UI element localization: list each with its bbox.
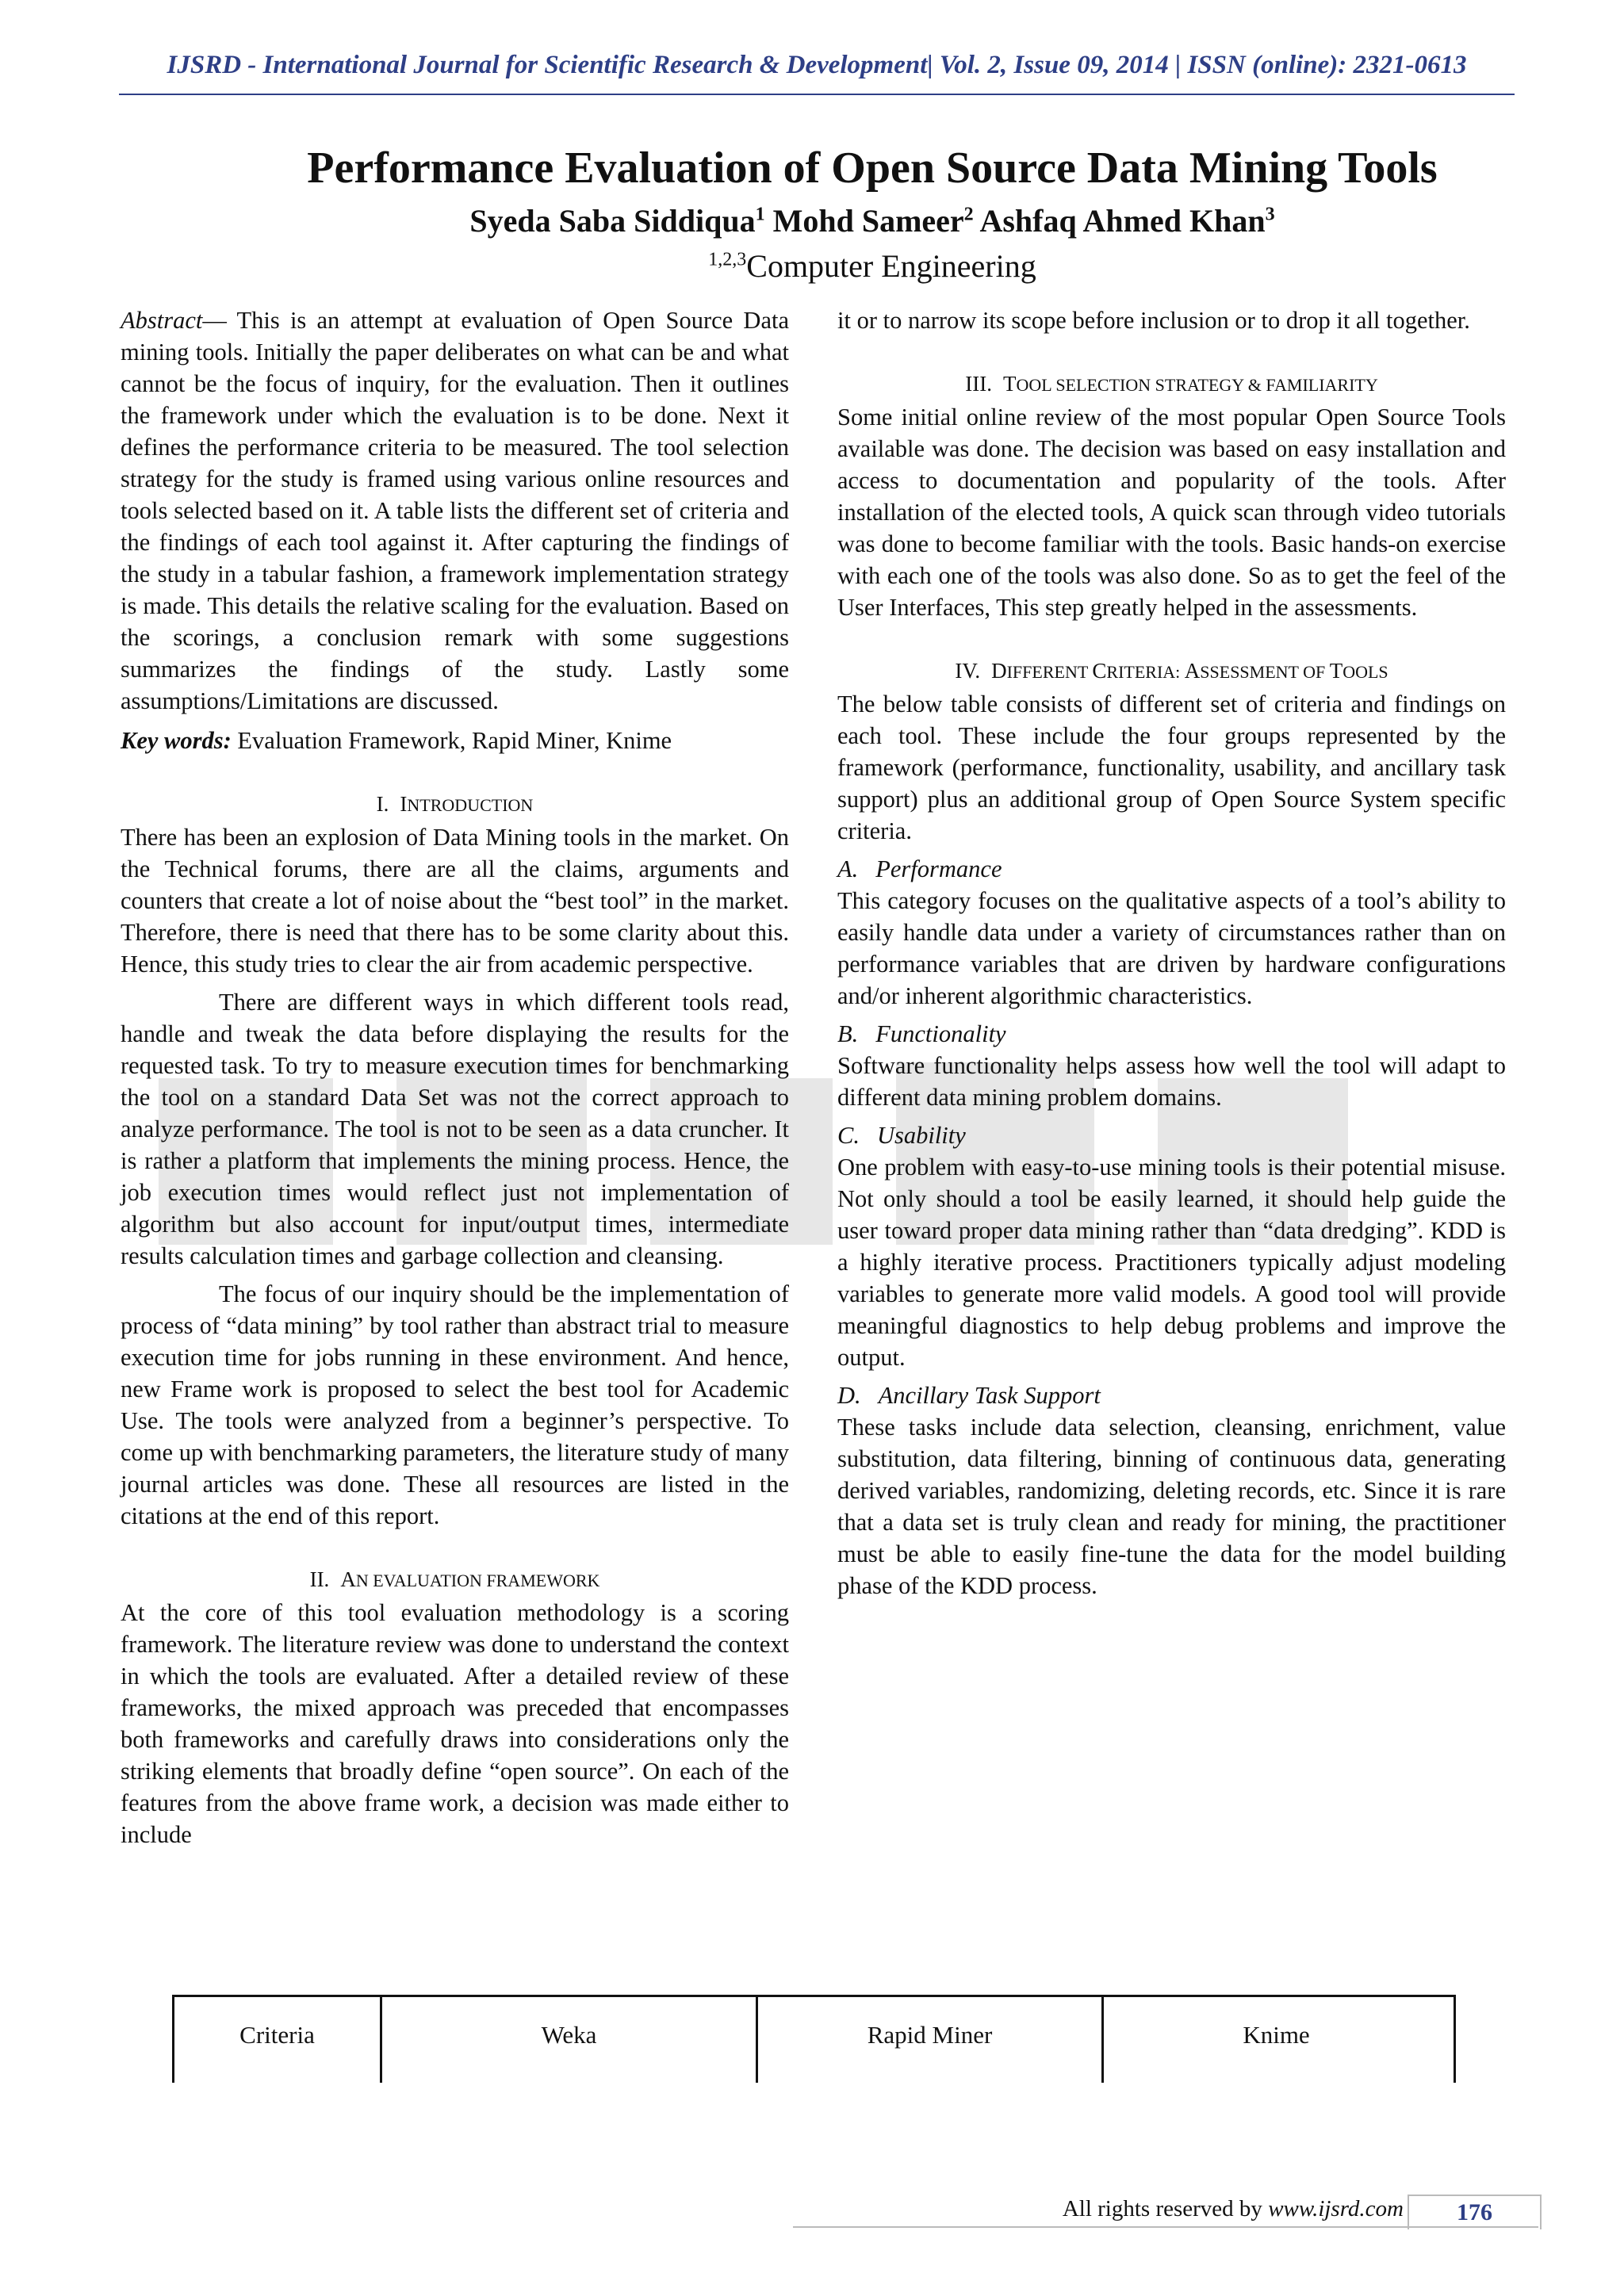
affiliation-text: Computer Engineering [746,248,1036,284]
heading-initial: A [1184,659,1201,683]
author-list [238,202,1507,239]
section-heading-tool-selection [837,368,1506,401]
heading-rest: SSESSMENT OF [1200,662,1330,682]
site-link[interactable]: www.ijsrd.com [1268,2196,1404,2221]
subsection-title: Functionality [875,1020,1006,1047]
rights-text: All rights reserved by [1062,2196,1269,2221]
subsection-title: Performance [875,855,1002,882]
section-number: II. [309,1567,330,1591]
author-name: Mohd Sameer [772,203,964,239]
author-sup: 2 [963,204,974,225]
subsection-title: Usability [876,1122,966,1149]
keywords-label: Key words: [121,727,232,754]
subsection-letter: B. [837,1020,859,1047]
paragraph: The below table consists of different set of criteria and findings on each tool. These include the four groups represented by the framework (performance, functionality, usability, and ancillary task support) plus an additional group of Open Source System specific criteria. [837,691,1506,844]
author-sup: 3 [1265,204,1275,225]
header-rule [119,94,1515,95]
subsection-heading-usability [837,1119,1506,1151]
table-header-cell: Criteria [174,1997,382,2083]
section-heading-framework [121,1563,789,1597]
heading-initial: T [1329,659,1343,683]
heading-rest: IFFERENT [1006,662,1093,682]
subsection-letter: C. [837,1122,860,1149]
section-heading-introduction [121,788,789,821]
section-number: III. [965,372,992,396]
page-number: 176 [1408,2195,1542,2229]
affiliation-sup: 1,2,3 [708,249,747,270]
keywords [121,725,789,756]
paragraph: These tasks include data selection, cleansing, enrichment, value substitution, data filtering, binning of continuous data, generating derived variables, randomizing, deleting records, etc. Since it is rare that a data set is truly clean and ready for mining, the practitioner must be able to easily fine-tune the data for the model building phase of the KDD process. [837,1414,1506,1599]
table-header-cell: Rapid Miner [758,1997,1104,2083]
left-column [121,304,789,1850]
table-header-cell: Knime [1243,2021,1310,2049]
paragraph: There has been an explosion of Data Mining tools in the market. On the Technical forums, there are all the claims, arguments and counters that create a lot of noise about the “best tool” in the market. Therefore, there is need that there has to be some clarity about this. Hence, this study tries to clear the air from academic perspective. [121,824,789,978]
footer-rights [952,2196,1404,2222]
heading-rest: N EVALUATION FRAMEWORK [355,1571,600,1590]
author-name: Ashfaq Ahmed Khan [979,203,1266,239]
heading-initial: I [400,792,408,816]
paragraph: The focus of our inquiry should be the implementation of process of “data mining” by tool rather than abstract trial to measure execution time for jobs running in these environment. And hence, new Frame work is proposed to select the best tool for Academic Use. The tools were analyzed from a beginner’s perspective. To come up with benchmarking parameters, the literature study of many journal articles was done. These all resources are listed in the citations at the end of this report. [121,1280,789,1529]
heading-rest: NTRODUCTION [407,795,534,815]
subsection-heading-functionality [837,1018,1506,1050]
paper-title: Performance Evaluation of Open Source Data Mining Tools [307,144,1438,193]
subsection-letter: D. [837,1382,861,1409]
subsection-letter: A. [837,855,859,882]
abstract [121,304,789,717]
heading-rest: OOL SELECTION STRATEGY & FAMILIARITY [1016,375,1378,395]
paragraph: This category focuses on the qualitative aspects of a tool’s ability to easily handle data under a variety of circumstances rather than on performance variables that are driven by hardware configurations and/or inherent algorithmic characteristics. [837,887,1506,1009]
abstract-label: Abstract [121,307,203,334]
paragraph: One problem with easy-to-use mining tools is their potential misuse. Not only should a tool be easily learned, it should help guide the user toward proper data mining rather than “data dredging”. KDD is a highly iterative process. Practitioners typically adjust modeling variables to generate more valid models. A good tool will provide meaningful diagnostics to help debug problems and improve the output. [837,1154,1506,1371]
criteria-table [172,1995,1456,2083]
heading-rest: OOLS [1342,662,1388,682]
subsection-heading-performance [837,853,1506,885]
heading-initial: A [340,1567,356,1591]
journal-header: IJSRD - International Journal for Scientific Research & Development| Vol. 2, Issue 09, 2014 | ISSN (online): 2321-0613 [167,51,1467,79]
heading-rest: RITERIA: [1106,662,1185,682]
section-number: IV. [955,659,981,683]
heading-initial: T [1002,372,1017,396]
paragraph: There are different ways in which different tools read, handle and tweak the data before displaying the results for the requested task. To try to measure execution times for benchmarking the tool on a standard Data Set was not the correct approach to analyze performance. The tool is not to be seen as a data cruncher. It is rather a platform that implements the mining process. Hence, the job execution times would reflect just not implementation of algorithm but also account for input/output times, intermediate results calculation times and garbage collection and cleansing. [121,989,789,1269]
heading-initial: D [991,659,1007,683]
section-heading-criteria [837,655,1506,688]
paragraph: it or to narrow its scope before inclusion or to drop it all together. [837,307,1470,334]
abstract-text: — This is an attempt at evaluation of Open Source Data mining tools. Initially the paper deliberates on what can be and what cannot be the focus of inquiry, for the evaluation. Then it outlines the framework under which the evaluation is to be done. Next it defines the performance criteria to be measured. The tool selection strategy for the study is framed using various online resources and tools selected based on it. A table lists the different set of criteria and the findings of each tool against it. After capturing the findings of the study in a tabular fashion, a framework implementation strategy is made. This details the relative scaling for the evaluation. Based on the scorings, a conclusion remark with some suggestions summarizes the findings of the study. Lastly some assumptions/Limitations are discussed. [121,307,789,714]
affiliation [238,247,1507,285]
subsection-heading-ancillary [837,1380,1506,1411]
paragraph: Software functionality helps assess how well the tool will adapt to different data mining problem domains. [837,1052,1506,1111]
author-sup: 1 [755,204,765,225]
subsection-title: Ancillary Task Support [878,1382,1101,1409]
table-header-cell: Weka [382,1997,758,2083]
right-column [837,304,1506,1601]
heading-initial: C [1092,659,1107,683]
section-number: I. [376,792,389,816]
paragraph: At the core of this tool evaluation methodology is a scoring framework. The literature review was done to understand the context in which the tools are evaluated. After a detailed review of these frameworks, the mixed approach was preceded that encompasses both frameworks and carefully draws into considerations only the striking elements that broadly define “open source”. On each of the features from the above frame work, a decision was made either to include [121,1599,789,1848]
author-name: Syeda Saba Siddiqua [469,203,756,239]
paragraph: Some initial online review of the most popular Open Source Tools available was done. The decision was based on easy installation and access to documentation and popularity of the tools. After installation of the elected tools, A quick scan through video tutorials was done to become familiar with the tools. Basic hands-on exercise with each one of the tools was also done. So as to get the feel of the User Interfaces, This step greatly helped in the assessments. [837,404,1506,621]
keywords-text: Evaluation Framework, Rapid Miner, Knime [231,727,672,754]
